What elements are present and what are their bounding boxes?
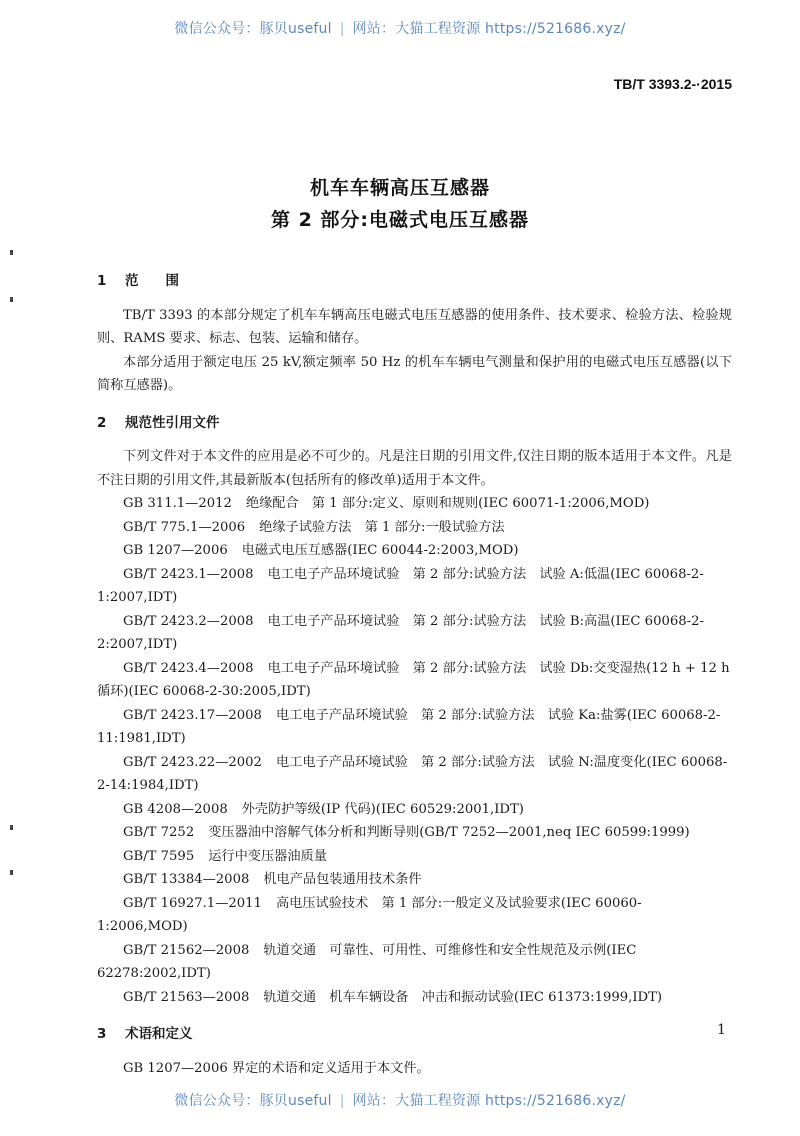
section-heading-scope bbox=[97, 270, 732, 294]
reference-item bbox=[97, 539, 732, 563]
reference-code: GB/T 16927.1—2011 bbox=[123, 895, 262, 911]
reference-title: 轨道交通 可靠性、可用性、可维修性和安全性规范及示例(IEC 62278:2002,IDT) bbox=[97, 942, 637, 981]
reference-title: 电工电子产品环境试验 第 2 部分:试验方法 试验 Db:交变湿热(12 h + 12 h 循环)(IEC 60068-2-30:2005,IDT) bbox=[97, 660, 730, 699]
section-number: 2 bbox=[97, 414, 107, 431]
watermark-wechat: 微信公众号：豚贝useful bbox=[174, 21, 332, 37]
paragraph: 本部分适用于额定电压 25 kV,额定频率 50 Hz 的机车车辆电气测量和保护用的电磁式电压互感器(以下简称互感器)。 bbox=[97, 354, 732, 393]
standard-code: TB/T 3393.2-·2015 bbox=[613, 76, 732, 92]
reference-code: GB/T 2423.1—2008 bbox=[123, 566, 254, 582]
reference-title: 外壳防护等级(IP 代码)(IEC 60529:2001,IDT) bbox=[241, 801, 524, 817]
scan-mark bbox=[10, 250, 13, 255]
reference-item bbox=[97, 821, 732, 845]
reference-title: 电工电子产品环境试验 第 2 部分:试验方法 试验 A:低温(IEC 60068-2-1:2007,IDT) bbox=[97, 566, 704, 605]
watermark-separator: | bbox=[339, 1093, 345, 1109]
watermark-site: 网站：大猫工程资源 https://521686.xyz/ bbox=[352, 21, 626, 37]
reference-code: GB/T 21563—2008 bbox=[123, 989, 250, 1005]
reference-code: GB 1207—2006 bbox=[123, 543, 228, 558]
reference-code: GB/T 21562—2008 bbox=[123, 942, 250, 958]
reference-code: GB/T 7595 bbox=[123, 848, 195, 864]
reference-code: GB/T 2423.22—2002 bbox=[123, 754, 262, 770]
section-number: 3 bbox=[97, 1026, 107, 1042]
reference-item bbox=[97, 939, 732, 986]
paragraph: GB 1207—2006 界定的术语和定义适用于本文件。 bbox=[123, 1060, 430, 1076]
watermark-bottom bbox=[0, 1090, 800, 1110]
reference-title: 电工电子产品环境试验 第 2 部分:试验方法 试验 N:温度变化(IEC 60068-2-14:1984,IDT) bbox=[97, 754, 728, 793]
reference-code: GB/T 2423.4—2008 bbox=[123, 660, 254, 676]
section-title: 范 围 bbox=[125, 273, 179, 289]
reference-code: GB/T 2423.2—2008 bbox=[123, 613, 254, 629]
reference-item bbox=[97, 492, 732, 516]
reference-item bbox=[97, 751, 732, 798]
reference-code: GB/T 7252 bbox=[123, 825, 195, 840]
reference-title: 机电产品包装通用技术条件 bbox=[263, 872, 422, 887]
document-subtitle: 第 2 部分:电磁式电压互感器 bbox=[270, 209, 530, 231]
reference-title: 电工电子产品环境试验 第 2 部分:试验方法 试验 B:高温(IEC 60068-2-2:2007,IDT) bbox=[97, 613, 704, 652]
reference-title: 变压器油中溶解气体分析和判断导则(GB/T 7252—2001,neq IEC 60599:1999) bbox=[208, 825, 690, 840]
watermark-separator: | bbox=[339, 21, 345, 37]
reference-item bbox=[97, 516, 732, 540]
watermark-wechat: 微信公众号：豚贝useful bbox=[174, 1093, 332, 1109]
reference-item bbox=[97, 986, 732, 1010]
page-number: 1 bbox=[717, 1022, 726, 1038]
reference-item bbox=[97, 657, 732, 704]
reference-title: 电磁式电压互感器(IEC 60044-2:2003,MOD) bbox=[241, 543, 519, 558]
watermark-site: 网站：大猫工程资源 https://521686.xyz/ bbox=[352, 1093, 626, 1109]
section-title: 规范性引用文件 bbox=[125, 414, 220, 431]
watermark-top bbox=[0, 18, 800, 38]
paragraph: TB/T 3393 的本部分规定了机车车辆高压电磁式电压互感器的使用条件、技术要求、检验方法、检验规则、RAMS 要求、标志、包装、运输和储存。 bbox=[97, 307, 732, 346]
reference-item bbox=[97, 845, 732, 869]
reference-title: 运行中变压器油质量 bbox=[208, 848, 327, 864]
reference-title: 绝缘子试验方法 第 1 部分:一般试验方法 bbox=[259, 519, 505, 535]
reference-title: 高电压试验技术 第 1 部分:一般定义及试验要求(IEC 60060-1:2006,MOD) bbox=[97, 895, 642, 934]
reference-item bbox=[97, 563, 732, 610]
reference-item bbox=[97, 704, 732, 751]
reference-item bbox=[97, 610, 732, 657]
reference-code: GB/T 13384—2008 bbox=[123, 872, 250, 887]
reference-item bbox=[97, 892, 732, 939]
scan-mark bbox=[10, 297, 13, 302]
section-heading-terms bbox=[97, 1023, 732, 1047]
reference-item bbox=[97, 798, 732, 822]
document-title: 机车车辆高压互感器 bbox=[309, 177, 490, 199]
reference-code: GB 4208—2008 bbox=[123, 801, 228, 817]
reference-code: GB/T 2423.17—2008 bbox=[123, 707, 262, 723]
section-title: 术语和定义 bbox=[125, 1026, 193, 1042]
reference-title: 轨道交通 机车车辆设备 冲击和振动试验(IEC 61373:1999,IDT) bbox=[263, 989, 663, 1005]
section-heading-normative-references bbox=[97, 412, 732, 436]
reference-item bbox=[97, 868, 732, 892]
scan-mark bbox=[10, 825, 13, 830]
scan-mark bbox=[10, 870, 13, 875]
section-number: 1 bbox=[97, 273, 107, 289]
reference-list bbox=[97, 492, 732, 1009]
reference-title: 电工电子产品环境试验 第 2 部分:试验方法 试验 Ka:盐雾(IEC 60068-2-11:1981,IDT) bbox=[97, 707, 721, 746]
document-body bbox=[97, 270, 732, 1080]
reference-code: GB/T 775.1—2006 bbox=[123, 519, 246, 535]
paragraph: 下列文件对于本文件的应用是必不可少的。凡是注日期的引用文件,仅注日期的版本适用于本文件。凡是不注日期的引用文件,其最新版本(包括所有的修改单)适用于本文件。 bbox=[97, 449, 732, 488]
reference-title: 绝缘配合 第 1 部分:定义、原则和规则(IEC 60071-1:2006,MOD) bbox=[245, 496, 650, 511]
reference-code: GB 311.1—2012 bbox=[123, 496, 232, 511]
